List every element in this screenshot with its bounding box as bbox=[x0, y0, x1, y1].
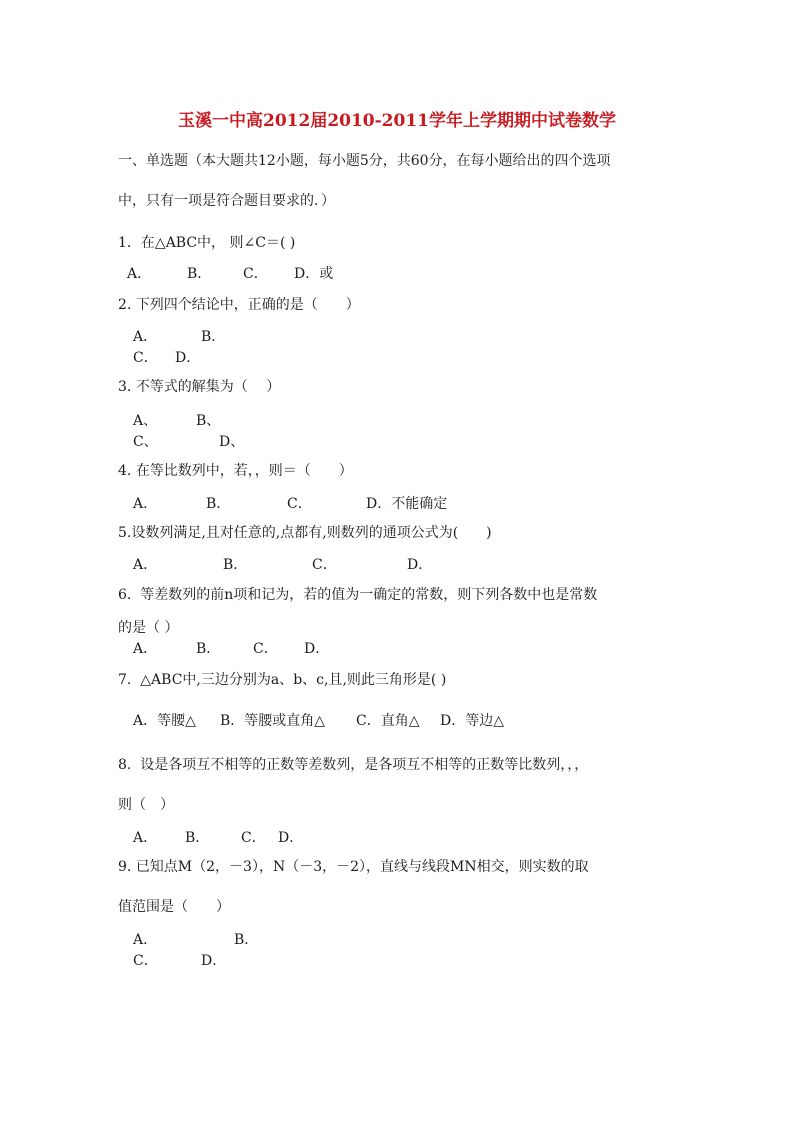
option-c: C． bbox=[287, 496, 312, 512]
section-instruction-line-2: 中，只有一项是符合题目要求的．） bbox=[118, 193, 335, 209]
question-2 bbox=[118, 296, 360, 314]
option-d: D．或 bbox=[294, 266, 334, 282]
question-8 bbox=[118, 756, 588, 774]
question-number: 2. bbox=[118, 297, 132, 313]
question-1 bbox=[118, 234, 295, 252]
question-text: 已知点M（2，－3），N（－3，－2），直线与线段MN相交，则实数的取 bbox=[135, 859, 589, 875]
option-d: D．等边△ bbox=[440, 713, 504, 729]
option-a: A、 bbox=[133, 413, 158, 429]
question-number: 9. bbox=[118, 859, 132, 875]
question-text: 不等式的解集为（ ） bbox=[135, 379, 281, 395]
question-number: 3. bbox=[118, 379, 132, 395]
option-b: B． bbox=[201, 329, 226, 345]
option-c: C、 bbox=[133, 434, 158, 450]
question-number: 8. bbox=[118, 757, 132, 773]
question-6 bbox=[118, 586, 597, 604]
option-a: A． bbox=[133, 329, 158, 345]
question-8-continued: 则（ ） bbox=[118, 797, 174, 813]
option-a: A． bbox=[133, 830, 158, 846]
question-number: 6. bbox=[118, 587, 132, 603]
option-c: C． bbox=[312, 557, 337, 573]
option-d: D． bbox=[407, 557, 433, 573]
option-b: B． bbox=[223, 557, 248, 573]
option-d: D． bbox=[304, 641, 330, 657]
option-c: C． bbox=[133, 953, 158, 969]
question-text: 下列四个结论中，正确的是（ ） bbox=[135, 297, 360, 313]
option-d: D．不能确定 bbox=[366, 496, 448, 512]
option-c: C．直角△ bbox=[356, 713, 420, 729]
question-text: 在等比数列中，若，，则＝（ ） bbox=[135, 463, 353, 479]
question-number: 1． bbox=[118, 235, 141, 251]
option-d: D． bbox=[278, 830, 304, 846]
option-c: C． bbox=[241, 830, 266, 846]
question-5 bbox=[118, 524, 492, 542]
question-text: 等差数列的前n项和记为，若的值为一确定的常数，则下列各数中也是常数 bbox=[140, 587, 598, 603]
option-a: A．等腰△ bbox=[133, 713, 196, 729]
exam-title: 玉溪一中高2012届2010-2011学年上学期期中试卷数学 bbox=[178, 111, 616, 131]
question-7 bbox=[118, 671, 446, 689]
option-a: A． bbox=[127, 266, 152, 282]
option-d: D． bbox=[201, 953, 227, 969]
question-9 bbox=[118, 858, 589, 876]
question-text: 在△ABC中， 则∠C＝( ) bbox=[140, 235, 296, 251]
section-instruction-line-1: 一、单选题（本大题共12小题，每小题5分，共60分，在每小题给出的四个选项 bbox=[118, 153, 611, 169]
option-c: C． bbox=[133, 350, 158, 366]
option-b: B． bbox=[185, 830, 210, 846]
option-b: B．等腰或直角△ bbox=[220, 713, 326, 729]
question-text: △ABC中,三边分别为a、b、c,且,则此三角形是( ) bbox=[140, 672, 447, 688]
option-a: A． bbox=[133, 641, 158, 657]
question-4 bbox=[118, 462, 353, 480]
option-d: D、 bbox=[219, 434, 245, 450]
option-b: B． bbox=[196, 641, 221, 657]
question-number: 4. bbox=[118, 463, 132, 479]
option-a: A． bbox=[133, 496, 158, 512]
option-a: A． bbox=[133, 932, 158, 948]
option-b: B． bbox=[234, 932, 259, 948]
question-9-continued: 值范围是（ ） bbox=[118, 899, 230, 915]
question-text: 设数列满足,且对任意的,点都有,则数列的通项公式为( ) bbox=[131, 525, 492, 541]
option-b: B． bbox=[206, 496, 231, 512]
question-number: 5. bbox=[118, 525, 132, 541]
option-a: A． bbox=[133, 557, 158, 573]
question-text: 设是各项互不相等的正数等差数列，是各项互不相等的正数等比数列，，， bbox=[140, 757, 589, 773]
question-number: 7. bbox=[118, 672, 132, 688]
option-d: D． bbox=[175, 350, 201, 366]
question-6-continued: 的是（ ） bbox=[118, 620, 179, 636]
option-c: C． bbox=[243, 266, 268, 282]
option-b: B、 bbox=[196, 413, 221, 429]
option-b: B． bbox=[187, 266, 212, 282]
option-c: C． bbox=[253, 641, 278, 657]
question-3 bbox=[118, 378, 280, 396]
